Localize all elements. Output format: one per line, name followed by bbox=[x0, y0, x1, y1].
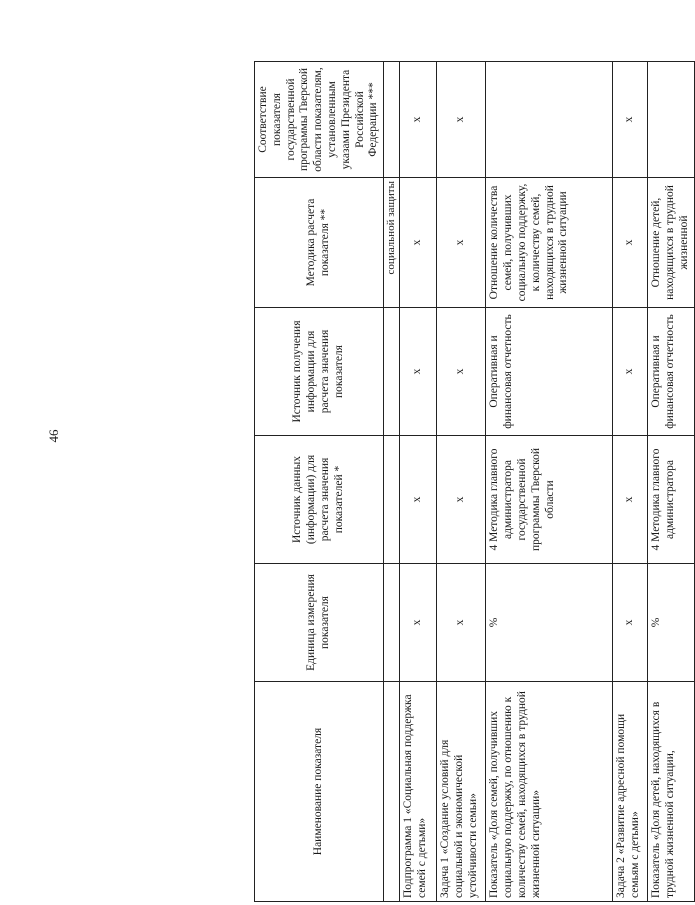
table-cell: х bbox=[613, 564, 648, 682]
table-cell: х bbox=[400, 178, 437, 308]
section-cell bbox=[384, 62, 400, 178]
column-header: Источник данных (информации) для расчета значения показателей * bbox=[255, 436, 384, 564]
column-header: Наименование показателя bbox=[255, 682, 384, 902]
table-cell: % bbox=[648, 564, 694, 682]
table-row bbox=[486, 62, 613, 902]
table-row bbox=[437, 62, 486, 902]
table-cell: Оперативная и финансовая отчетность bbox=[648, 308, 694, 436]
table-cell: 4 Методика главного администратора bbox=[648, 436, 694, 564]
table-cell: х bbox=[437, 62, 486, 178]
section-row bbox=[384, 62, 400, 902]
table-cell: х bbox=[437, 564, 486, 682]
indicator-name-cell: Показатель «Доля детей, находящихся в трудной жизненной ситуации, bbox=[648, 682, 694, 902]
table-cell: х bbox=[613, 308, 648, 436]
section-cell bbox=[384, 682, 400, 902]
table-cell: х bbox=[613, 62, 648, 178]
table-cell: Оперативная и финансовая отчетность bbox=[486, 308, 613, 436]
column-header: Источник получения информации для расчета значения показателя bbox=[255, 308, 384, 436]
table-cell: х bbox=[400, 62, 437, 178]
table-cell bbox=[486, 62, 613, 178]
section-cell bbox=[384, 564, 400, 682]
table-cell: 4 Методика главного администратора государственной программы Тверской области bbox=[486, 436, 613, 564]
table-row bbox=[648, 62, 694, 902]
table-cell: х bbox=[400, 436, 437, 564]
indicator-table-container bbox=[254, 62, 690, 902]
table-cell: х bbox=[613, 178, 648, 308]
table-cell: х bbox=[613, 436, 648, 564]
table-row bbox=[613, 62, 648, 902]
indicator-name-cell: Подпрограмма 1 «Социальная поддержка семей с детьми» bbox=[400, 682, 437, 902]
table-cell: х bbox=[437, 178, 486, 308]
table-cell bbox=[648, 62, 694, 178]
table-cell: х bbox=[437, 436, 486, 564]
table-cell: х bbox=[400, 564, 437, 682]
section-label: социальной защиты bbox=[384, 178, 400, 308]
column-header: Методика расчета показателя ** bbox=[255, 178, 384, 308]
table-cell: х bbox=[400, 308, 437, 436]
table-cell: Отношение детей, находящихся в трудной жизненной bbox=[648, 178, 694, 308]
table-row bbox=[400, 62, 437, 902]
table-cell: х bbox=[437, 308, 486, 436]
section-cell bbox=[384, 308, 400, 436]
indicator-name-cell: Показатель «Доля семей, получивших социальную поддержку, по отношению к количеству семей, находящихся в трудной жизненной ситуации» bbox=[486, 682, 613, 902]
page-number: 46 bbox=[46, 429, 61, 443]
indicator-name-cell: Задача 2 «Развитие адресной помощи семьям с детьми» bbox=[613, 682, 648, 902]
indicator-table bbox=[254, 61, 695, 902]
table-header-row bbox=[255, 62, 384, 902]
indicator-name-cell: Задача 1 «Создание условий для социальной и экономической устойчивости семьи» bbox=[437, 682, 486, 902]
column-header: Единица измерения показателя bbox=[255, 564, 384, 682]
table-cell: % bbox=[486, 564, 613, 682]
section-cell bbox=[384, 436, 400, 564]
column-header: Соответствие показателя государственной программы Тверской области показателям, установленным указами Президента Российской Федерации *** bbox=[255, 62, 384, 178]
table-cell: Отношение количества семей, получивших социальную поддержку, к количеству семей, находящихся в трудной жизненной ситуации bbox=[486, 178, 613, 308]
